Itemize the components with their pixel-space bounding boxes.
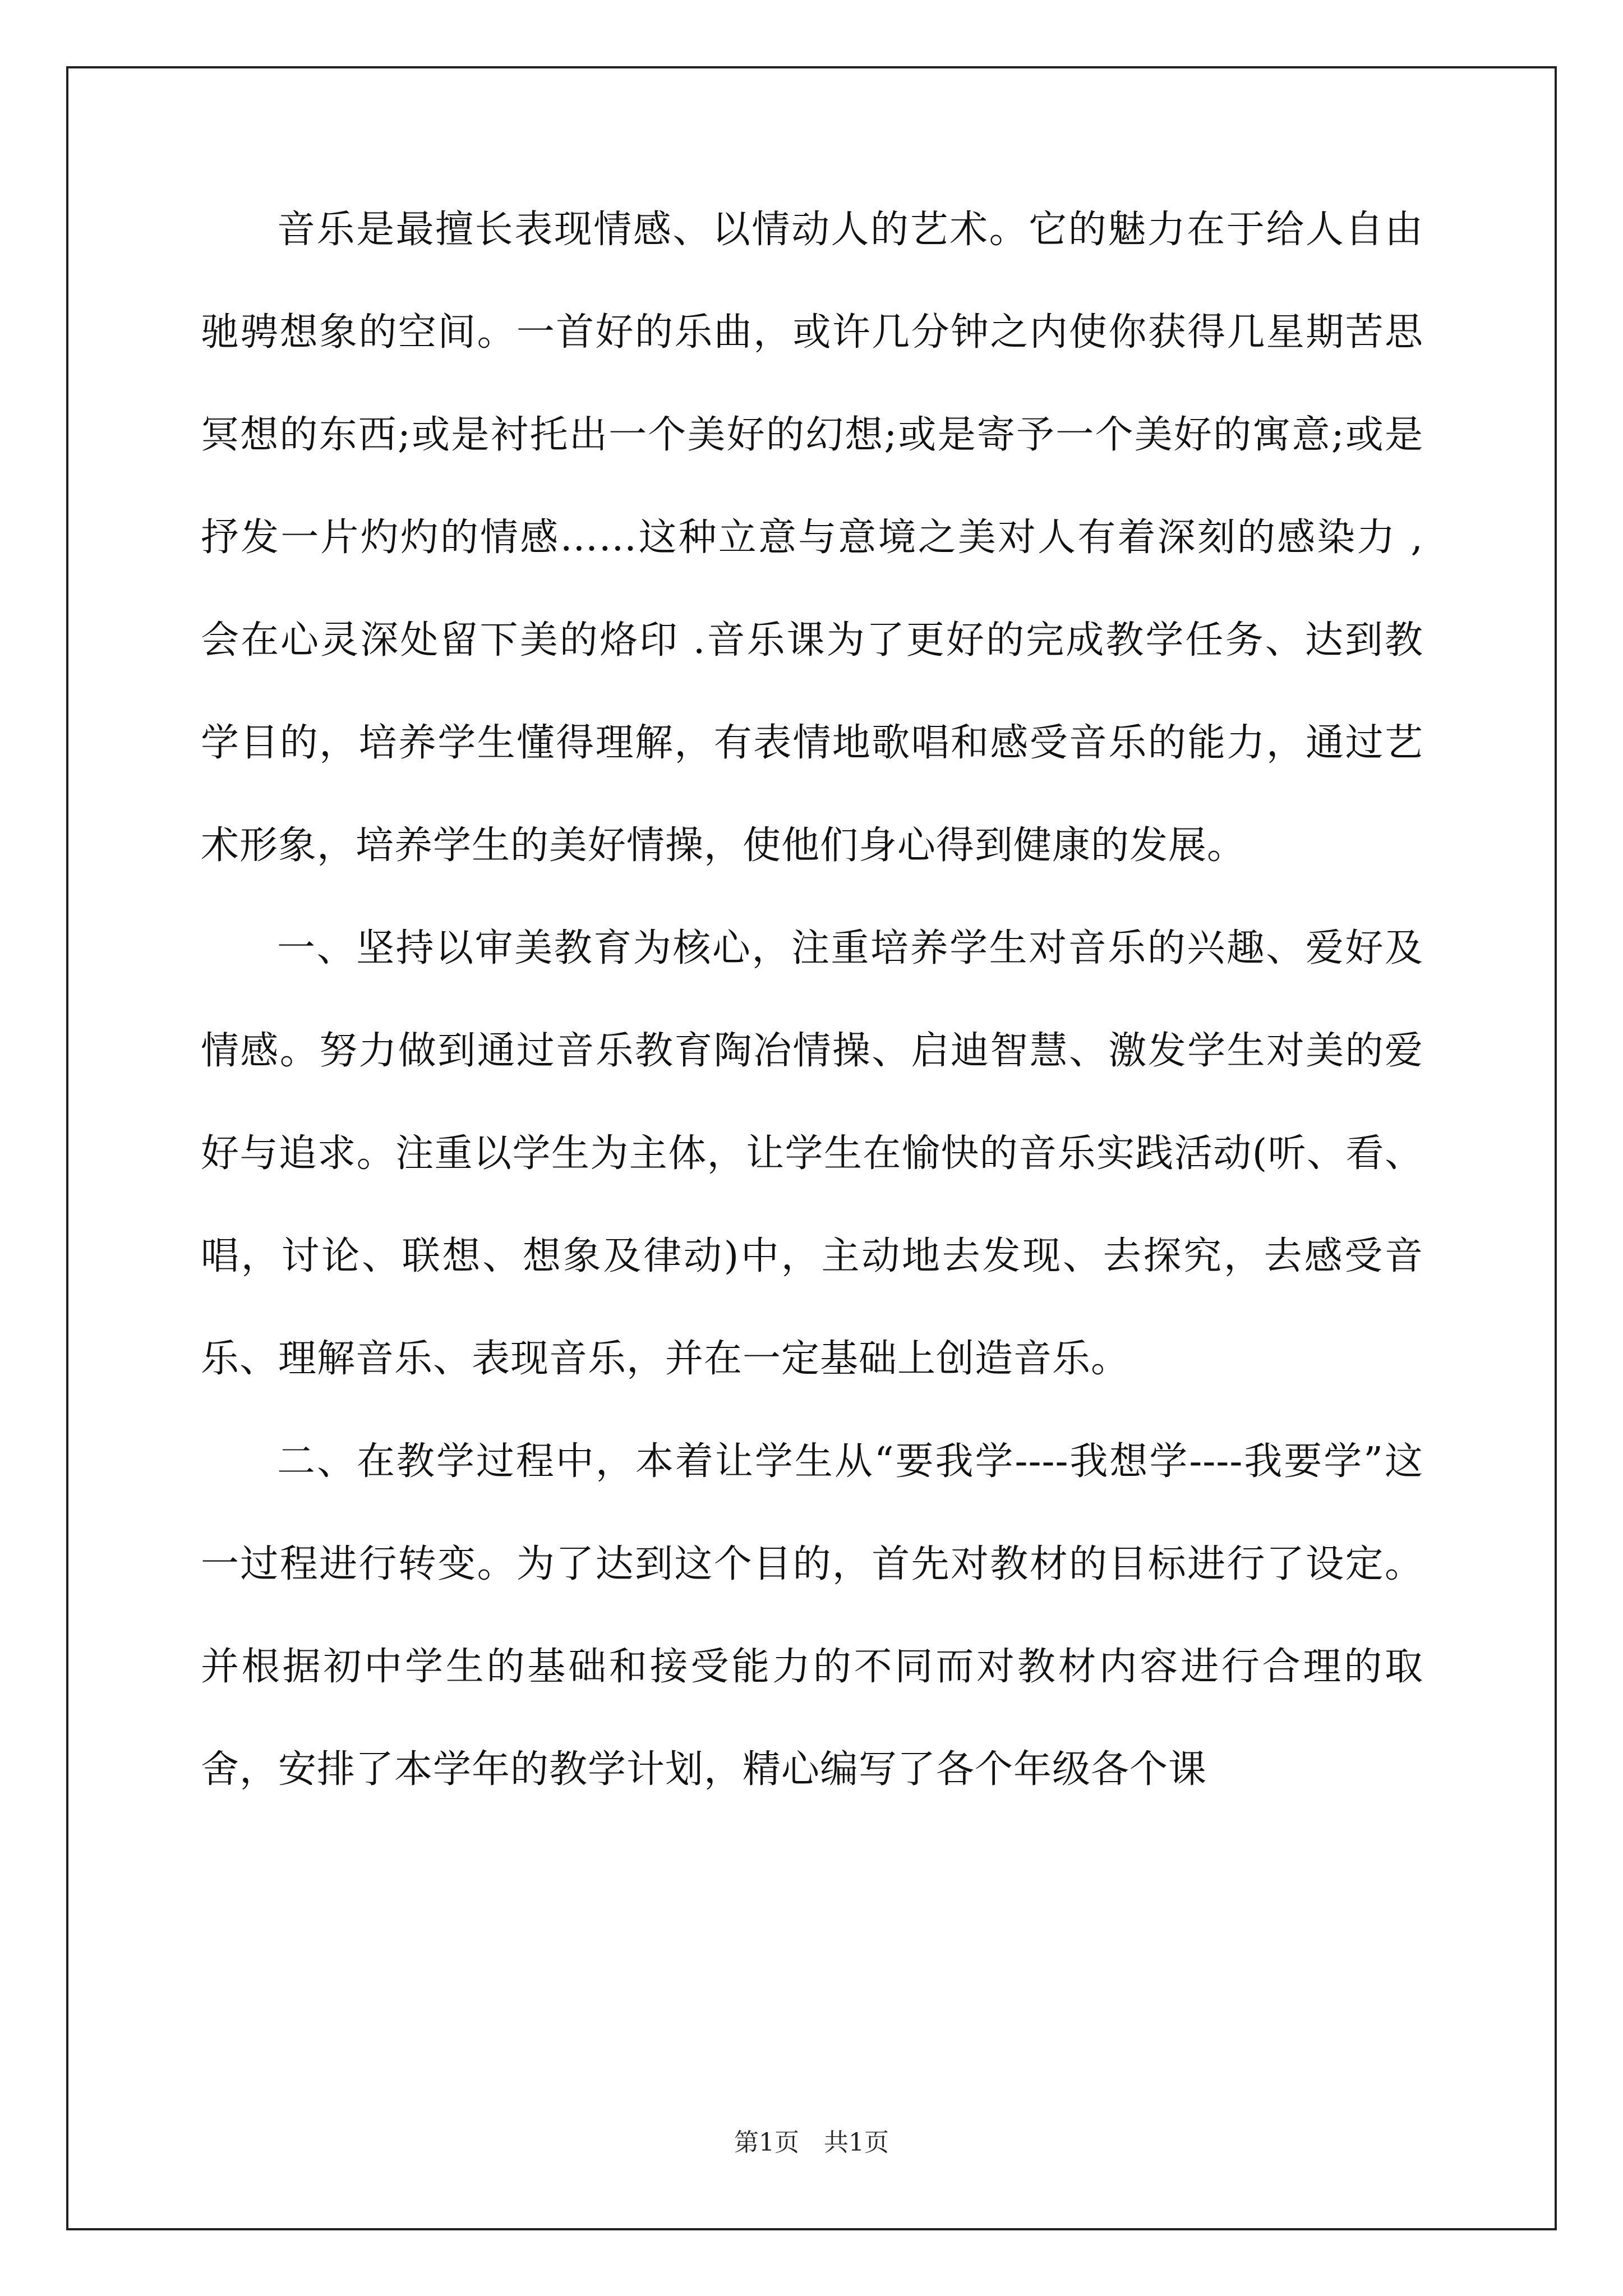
paragraph-intro: 音乐是最擅长表现情感、以情动人的艺术。它的魅力在于给人自由驰骋想象的空间。一首好的乐曲，或许几分钟之内使你获得几星期苦思冥想的东西;或是衬托出一个美好的幻想;或是寄予一个美好的寓意;或是抒发一片灼灼的情感……这种立意与意境之美对人有着深刻的感染力 ,会在心灵深处留下美的烙印 .音乐课为了更好的完成教学任务、达到教学目的，培养学生懂得理解，有表情地歌唱和感受音乐的能力，通过艺术形象，培养学生的美好情操，使他们身心得到健康的发展。: [201, 208, 1423, 868]
paragraph-point-one: 一、坚持以审美教育为核心，注重培养学生对音乐的兴趣、爱好及情感。努力做到通过音乐教育陶冶情操、启迪智慧、激发学生对美的爱好与追求。注重以学生为主体，让学生在愉快的音乐实践活动(听、看、唱，讨论、联想、想象及律动)中，主动地去发现、去探究，去感受音乐、理解音乐、表现音乐，并在一定基础上创造音乐。: [201, 926, 1423, 1381]
page-number-footer: 第1页 共1页: [734, 2128, 889, 2157]
document-body: [201, 178, 1423, 1821]
paragraph-point-two: 二、在教学过程中，本着让学生从“要我学----我想学----我要学”这一过程进行转变。为了达到这个目的，首先对教材的目标进行了设定。并根据初中学生的基础和接受能力的不同而对教材内容进行合理的取舍，安排了本学年的教学计划，精心编写了各个年级各个课: [201, 1439, 1423, 1792]
